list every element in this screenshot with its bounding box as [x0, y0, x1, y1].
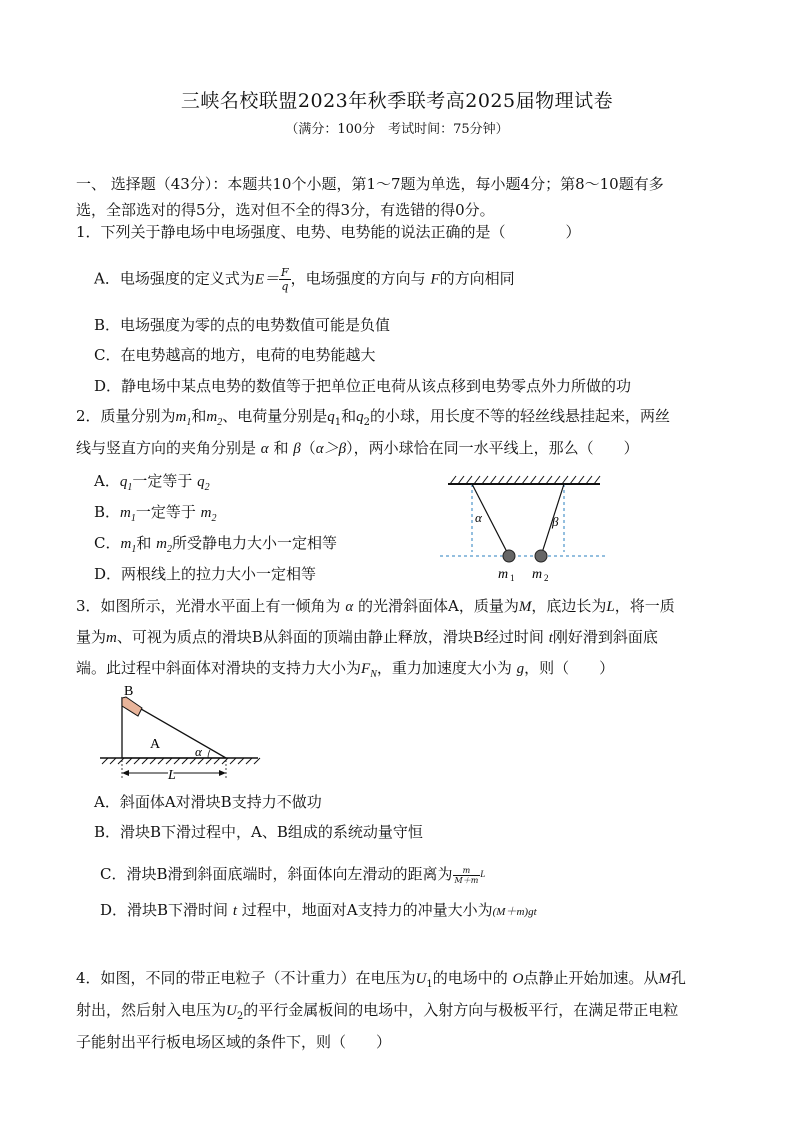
- label-m1: m: [498, 567, 509, 582]
- q2-pendulum-figure: [440, 472, 610, 584]
- q3-stem-1: 3．如图所示，光滑水平面上有一倾角为 α 的光滑斜面体A，质量为M，底边长为L，将一质: [76, 597, 675, 615]
- label-b: B: [124, 684, 134, 699]
- label-alpha: α: [195, 744, 202, 759]
- label-a: A: [150, 737, 161, 752]
- q3-stem-2: 量为m、可视为质点的滑块B从斜面的顶端由静止释放，滑块B经过时间 t刚好滑到斜面底: [76, 628, 658, 646]
- q3-option-c: C．滑块B滑到斜面底端时，斜面体向左滑动的距离为 $\frac{m}{M+m}$ $^L$: [100, 865, 486, 885]
- label-m1-sub: 1: [510, 573, 515, 583]
- ceiling-hatching: [450, 476, 600, 484]
- q4-stem-2: 射出，然后射入电压为$U_2$的平行金属板间的电场中，入射方向与极板平行，在满足带正电粒: [76, 1001, 679, 1022]
- ground-hatching: [102, 758, 260, 764]
- angle-beta-label: β: [552, 514, 559, 529]
- q3-stem-3: 端。此过程中斜面体对滑块的支持力大小为$F_N$，重力加速度大小为 g，则（ ）: [76, 659, 615, 680]
- q1-option-c: C．在电势越高的地方，电荷的电势能越大: [94, 346, 376, 364]
- q3-incline-figure: [98, 684, 263, 784]
- q2-option-d: D．两根线上的拉力大小一定相等: [94, 565, 317, 583]
- ball-m1: [503, 550, 515, 562]
- q3-option-a: A．斜面体A对滑块B支持力不做功: [94, 793, 322, 811]
- label-m2: m: [532, 567, 543, 582]
- q1-option-d: D．静电场中某点电势的数值等于把单位正电荷从该点移到电势零点外力所做的功: [94, 377, 632, 395]
- q2-stem-2: 线与竖直方向的夹角分别是 α 和 β（α＞β），两小球恰在同一水平线上，那么（ ）: [76, 439, 639, 457]
- q2-option-b: B．$m_1$一定等于 $m_2$: [94, 503, 217, 524]
- arrow-head-right: [219, 770, 226, 776]
- q2-option-c: C．$m_1$和 $m_2$所受静电力大小一定相等: [94, 534, 337, 555]
- exam-info: （满分：100分 考试时间：75分钟）: [285, 122, 509, 137]
- label-l: L: [168, 768, 176, 783]
- ball-m2: [535, 550, 547, 562]
- angle-alpha-label: α: [475, 510, 482, 525]
- q1-option-a: A．电场强度的定义式为E＝ $\frac{F}{q}$ ，电场强度的方向与 F的方向相同: [94, 266, 515, 293]
- page-title: 三峡名校联盟2023年秋季联考高2025届物理试卷: [180, 90, 614, 112]
- q4-stem-3: 子能射出平行板电场区域的条件下，则（ ）: [76, 1033, 392, 1051]
- q1-option-b: B．电场强度为零的点的电势数值可能是负值: [94, 316, 391, 334]
- q2-option-a: A．$q_1$一定等于 $q_2$: [94, 472, 210, 493]
- section-instructions-2: 选，全部选对的得5分，选对但不全的得3分，有选错的得0分。: [76, 201, 495, 219]
- q2-stem-1: 2．质量分别为$m_1$和$m_2$、电荷量分别是$q_1$和$q_2$的小球，用长度不等的轻丝线悬挂起来，两丝: [76, 407, 671, 428]
- q3-option-b: B．滑块B下滑过程中，A、B组成的系统动量守恒: [94, 823, 423, 841]
- arrow-head-left: [122, 770, 129, 776]
- q3-option-d: D．滑块B下滑时间 t 过程中，地面对A支持力的冲量大小为(M＋m)gt: [100, 901, 537, 919]
- section-instructions-1: 一、 选择题（43分）：本题共10个小题，第1～7题为单选，每小题4分；第8～10题有多: [76, 175, 664, 193]
- label-m2-sub: 2: [544, 573, 549, 583]
- q1-stem: 1．下列关于静电场中电场强度、电势、电势能的说法正确的是（ ）: [76, 223, 581, 241]
- q4-stem-1: 4．如图，不同的带正电粒子（不计重力）在电压为$U_1$的电场中的 O点静止开始加速。从M孔: [76, 969, 686, 990]
- q3-fraction: $\frac{m}{M+m}$: [454, 865, 479, 885]
- q1-fraction: $\frac{F}{q}$: [281, 266, 289, 293]
